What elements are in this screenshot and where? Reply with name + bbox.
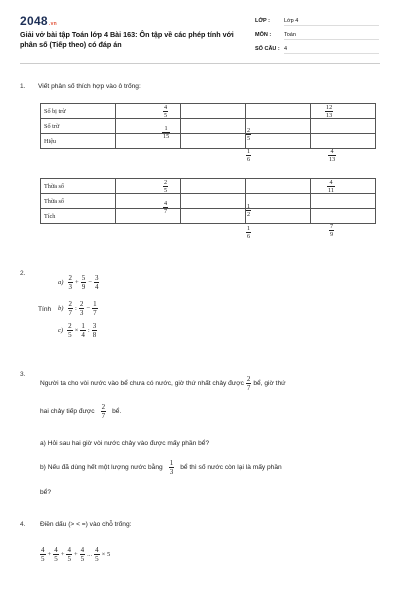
fraction: $\frac{1}{6}$ <box>247 225 251 240</box>
multiplication-table <box>40 178 376 224</box>
fraction: $\frac{4}{5}$ <box>67 546 71 563</box>
fraction: $\frac{2}{7}$ <box>68 300 72 317</box>
question-1-number: 1. <box>20 83 26 90</box>
question-2-tinh: Tính <box>38 306 52 313</box>
table-row <box>41 134 376 149</box>
fraction: $\frac{7}{9}$ <box>330 223 334 238</box>
operator: + <box>60 551 65 558</box>
operator: − <box>88 279 92 286</box>
fraction: $\frac{4}{5}$ <box>95 546 99 563</box>
logo-tld: .vn <box>48 21 58 27</box>
question-4-prompt: Điền dấu (> < =) vào chỗ trống: <box>40 521 132 528</box>
question-4-number: 4. <box>20 521 26 528</box>
page-title: Giải vở bài tập Toán lớp 4 Bài 163: Ôn tập về các phép tính với phân số (Tiếp theo) có đáp án <box>20 30 234 49</box>
meta-socau-value: 4 <box>284 46 379 54</box>
meta-mon <box>255 32 296 38</box>
expression-label: c) <box>58 327 64 334</box>
operator: : <box>75 305 77 312</box>
fraction: $\frac{4}{13}$ <box>329 148 336 163</box>
fraction: $\frac{2}{5}$ <box>68 322 72 339</box>
fraction: $\frac{3}{4}$ <box>94 274 99 291</box>
fraction: $\frac{4}{5}$ <box>54 546 58 563</box>
fraction: $\frac{2}{3}$ <box>68 274 72 291</box>
meta-mon-value: Toán <box>284 32 379 40</box>
site-logo[interactable] <box>20 14 57 28</box>
question-3-text: bể. <box>112 408 122 415</box>
operator: : <box>87 327 90 334</box>
fraction: $\frac{2}{5}$ <box>164 179 168 194</box>
expression-b <box>58 300 98 317</box>
row-label: Số bị trừ <box>41 104 116 119</box>
operator: × <box>74 327 79 334</box>
fraction: $\frac{5}{9}$ <box>81 274 86 291</box>
fraction: $\frac{1}{7}$ <box>93 300 97 317</box>
expression-a <box>58 274 99 291</box>
table-row <box>41 209 376 224</box>
fraction: $\frac{2}{7}$ <box>246 375 251 392</box>
meta-lop <box>255 18 299 24</box>
header-divider <box>20 63 380 64</box>
fraction: $\frac{1}{4}$ <box>81 322 85 339</box>
question-2-number: 2. <box>20 270 26 277</box>
expression-label: a) <box>58 279 64 286</box>
fraction: $\frac{1}{15}$ <box>163 125 170 140</box>
question-3-text: b) Nếu đã dùng hết một lượng nước bằng <box>40 464 163 471</box>
operator: + <box>47 551 52 558</box>
meta-lop-label: LỚP : <box>255 18 270 24</box>
fraction: $\frac{1}{2}$ <box>247 203 251 218</box>
row-label: Thừa số <box>41 194 116 209</box>
logo-text: 2048 <box>20 14 48 28</box>
meta-socau <box>255 46 288 52</box>
question-4-expression <box>40 546 111 563</box>
meta-mon-label: MÔN : <box>255 32 272 38</box>
operator: ... <box>87 551 93 558</box>
question-3-line-1 <box>40 375 286 392</box>
question-3-text: hai chảy tiếp được <box>40 408 95 415</box>
row-label: Số trừ <box>41 119 116 134</box>
operator: × 5 <box>101 551 111 558</box>
fraction: $\frac{4}{11}$ <box>328 179 334 194</box>
fraction: $\frac{4}{5}$ <box>80 546 85 563</box>
row-label: Hiệu <box>41 134 116 149</box>
question-3-text: Người ta cho vòi nước vào bể chưa có nước, giờ thứ nhất chảy được <box>40 380 244 387</box>
fraction: $\frac{2}{7}$ <box>101 403 106 420</box>
fraction: $\frac{3}{8}$ <box>92 322 97 339</box>
fraction: $\frac{2}{5}$ <box>247 127 251 142</box>
fraction: $\frac{1}{3}$ <box>169 459 174 476</box>
table-row <box>41 179 376 194</box>
expression-c <box>58 322 97 339</box>
operator: + <box>73 551 78 558</box>
fraction: $\frac{12}{13}$ <box>326 104 333 119</box>
question-3-text: bể, giờ thứ <box>253 380 286 387</box>
question-1-prompt: Viết phân số thích hợp vào ô trống: <box>38 83 141 90</box>
fraction: $\frac{4}{5}$ <box>164 104 168 119</box>
row-label: Thừa số <box>41 179 116 194</box>
table-row <box>41 119 376 134</box>
expression-label: b) <box>58 305 64 312</box>
fraction: $\frac{2}{3}$ <box>79 300 84 317</box>
question-3-part-b <box>40 459 282 476</box>
operator: − <box>86 305 91 312</box>
question-3-text: bể thì số nước còn lại là mấy phần <box>180 464 282 471</box>
question-3-part-b-end: bể? <box>40 489 52 496</box>
question-3-line-2 <box>40 403 121 420</box>
fraction: $\frac{4}{7}$ <box>164 200 168 215</box>
fraction: $\frac{4}{5}$ <box>41 546 45 563</box>
fraction: $\frac{1}{6}$ <box>247 148 251 163</box>
table-row <box>41 194 376 209</box>
row-label: Tích <box>41 209 116 224</box>
meta-lop-value: Lớp 4 <box>284 18 379 26</box>
meta-socau-label: SỐ CÂU : <box>255 46 280 52</box>
question-3-part-a: a) Hỏi sau hai giờ vòi nước chảy vào được mấy phần bể? <box>40 440 210 447</box>
operator: + <box>75 279 79 286</box>
question-3-number: 3. <box>20 371 26 378</box>
